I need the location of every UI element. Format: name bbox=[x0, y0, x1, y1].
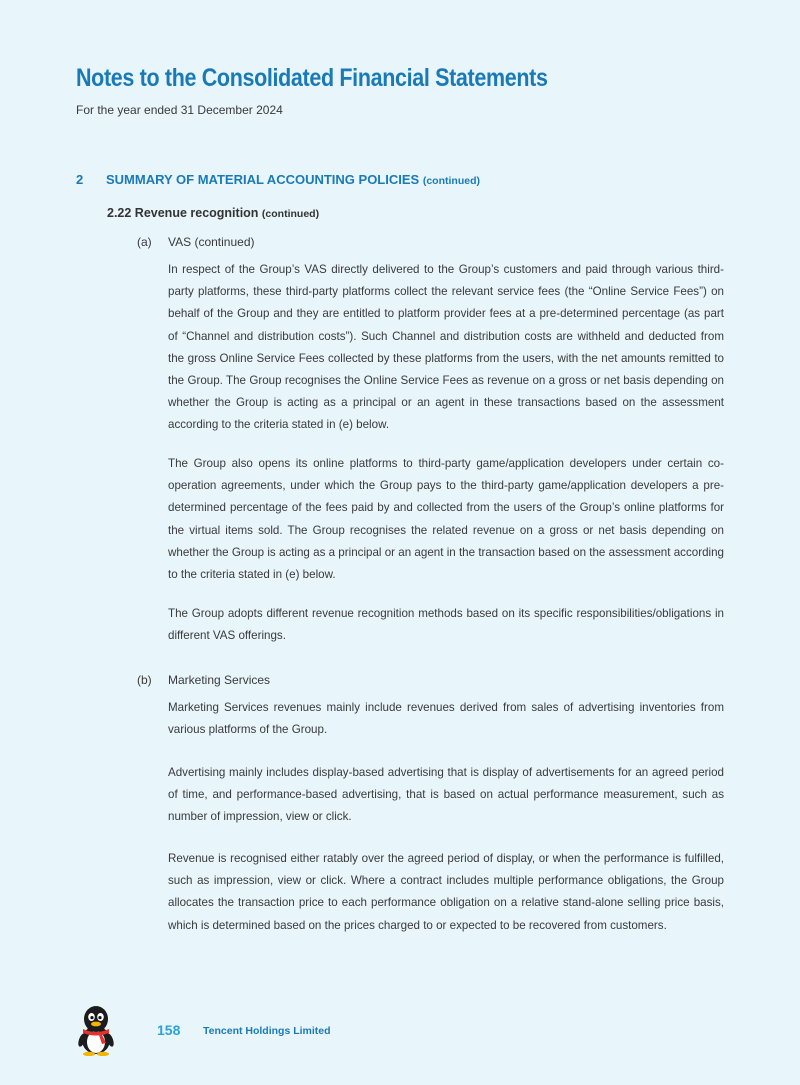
subsection-title: 2.22 Revenue recognition bbox=[107, 206, 259, 220]
paragraph: The Group also opens its online platforms to third-party game/application developers under certain co-operation agreements, under which the Group pays to the third-party game/application developers a pre-determined percentage of the fees paid by and collected from the users of the Group’s online platforms for the virtual items sold. The Group recognises the related revenue on a gross or net basis depending on whether the Group is acting as a principal or an agent in the transaction based on the assessment according to the criteria stated in (e) below. bbox=[168, 457, 724, 582]
item-heading-label: VAS (continued) bbox=[168, 235, 255, 249]
paragraph: Advertising mainly includes display-based advertising that is display of advertisements for an agreed period of time, and performance-based advertising, that is based on actual performance measurement, such as number of impression, view or click. bbox=[168, 766, 724, 824]
item-marker: (a) bbox=[137, 235, 152, 249]
section-title: SUMMARY OF MATERIAL ACCOUNTING POLICIES bbox=[106, 172, 420, 187]
page-title: Notes to the Consolidated Financial Statements bbox=[76, 64, 548, 92]
section-heading bbox=[76, 172, 480, 187]
page-subtitle: For the year ended 31 December 2024 bbox=[76, 103, 283, 117]
section-number: 2 bbox=[76, 172, 84, 187]
paragraph: In respect of the Group’s VAS directly delivered to the Group’s customers and paid through various third-party platforms, these third-party platforms collect the relevant service fees (the “Online Service Fees”) on behalf of the Group and they are entitled to platform provider fees at a pre-determined percentage (as part of “Channel and distribution costs”). Such Channel and distribution costs are withheld and deducted from the gross Online Service Fees collected by these platforms from the users, with the net amounts remitted to the Group. The Group recognises the Online Service Fees as revenue on a gross or net basis depending on whether the Group is acting as a principal or an agent in these transactions based on the assessment according to the criteria stated in (e) below. bbox=[168, 263, 724, 432]
subsection-continued: (continued) bbox=[261, 208, 320, 220]
item-heading-label: Marketing Services bbox=[168, 673, 271, 687]
item-marker: (b) bbox=[137, 673, 152, 687]
paragraph: Marketing Services revenues mainly include revenues derived from sales of advertising inventories from various platforms of the Group. bbox=[168, 701, 724, 737]
section-continued: (continued) bbox=[422, 175, 480, 187]
subsection-heading bbox=[107, 206, 319, 220]
paragraph: The Group adopts different revenue recognition methods based on its specific responsibilities/obligations in different VAS offerings. bbox=[168, 607, 724, 643]
penguin-mascot-icon bbox=[74, 1004, 118, 1056]
item-b-heading bbox=[137, 673, 270, 687]
paragraph: Revenue is recognised either ratably over the agreed period of display, or when the performance is fulfilled, such as impression, view or click. Where a contract includes multiple performance obligations, the Group allocates the transaction price to each performance obligation on a relative stand-alone selling price basis, which is determined based on the prices charged to or expected to be recovered from customers. bbox=[168, 852, 724, 932]
company-name: Tencent Holdings Limited bbox=[203, 1025, 331, 1037]
item-a-heading bbox=[137, 235, 255, 249]
page-number: 158 bbox=[157, 1022, 181, 1038]
